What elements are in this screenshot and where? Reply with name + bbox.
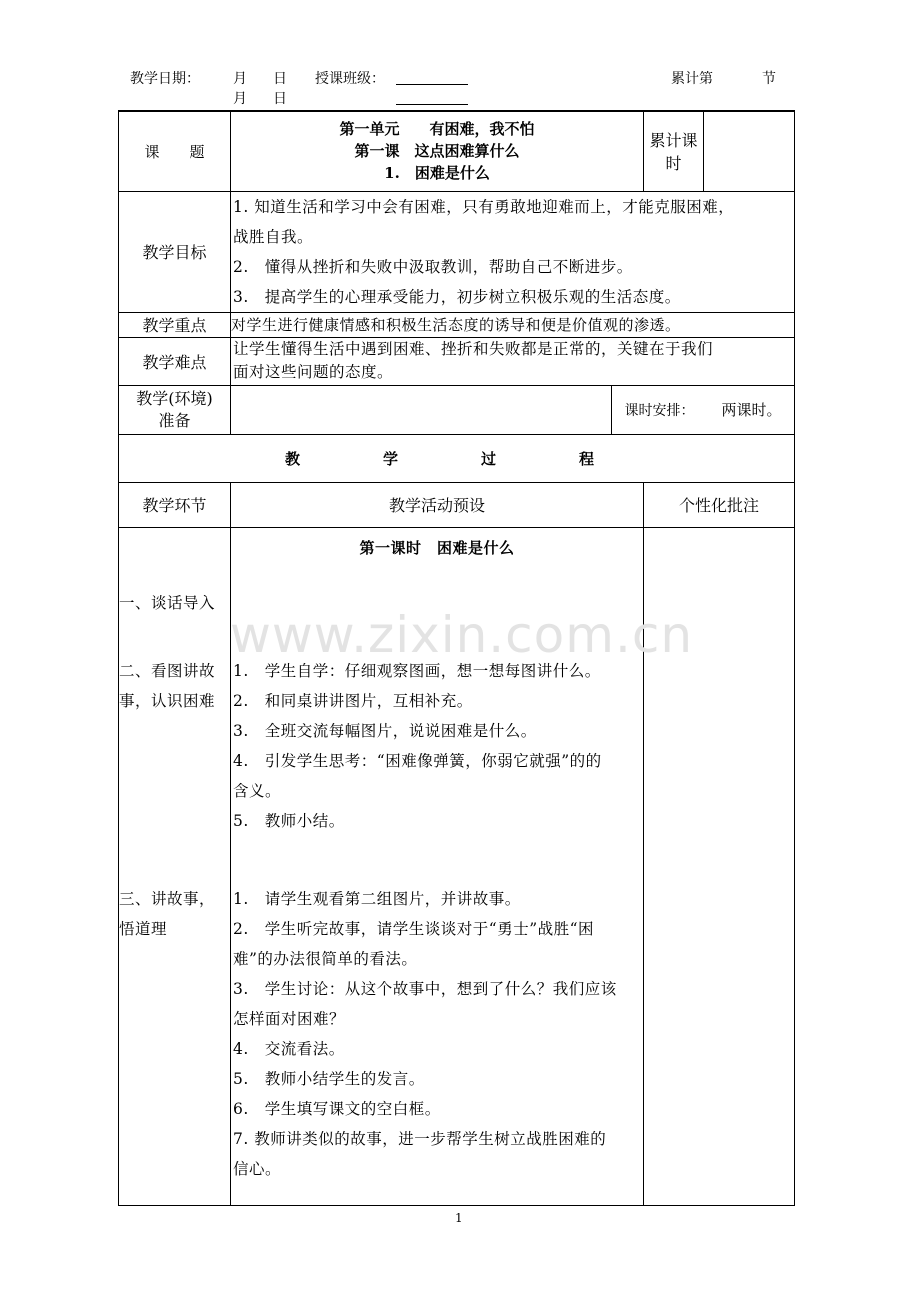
activity-line: 含义。 [233, 781, 282, 800]
stage-3-line2: 悟道理 [119, 919, 168, 938]
activity-line: 怎样面对困难？ [233, 1009, 346, 1028]
prep-value[interactable] [231, 385, 612, 434]
activity-line: 信心。 [233, 1159, 282, 1178]
watermark: www.zixin.com.cn [230, 606, 694, 664]
class-label: 授课班级： [315, 71, 385, 87]
difficulty-line: 面对这些问题的态度。 [233, 363, 394, 381]
stage-column [119, 527, 231, 1205]
activity-column [231, 527, 644, 1205]
difficulty-line: 让学生懂得生活中遇到困难、挫折和失败都是正常的，关键在于我们 [233, 340, 714, 358]
page-number: 1 [455, 1211, 463, 1225]
activity-line: 难”的办法很简单的看法。 [233, 949, 418, 968]
col-activity-header: 教学活动预设 [231, 482, 644, 527]
lesson-title: 第一课 这点困难算什么 [354, 142, 520, 161]
prep-label-line2: 准备 [158, 410, 191, 430]
activity-line: 3. 全班交流每幅图片，说说困难是什么。 [233, 721, 537, 740]
activity-line: 2. 学生听完故事，请学生谈谈对于“勇士”战胜“困 [233, 919, 595, 938]
class-blank[interactable] [396, 84, 468, 85]
date-label: 教学日期： [130, 71, 200, 87]
difficulties-cell [231, 337, 795, 385]
day-label-2: 日 [273, 91, 287, 107]
cumulative-hours-value[interactable] [704, 111, 795, 191]
day-label: 日 [273, 71, 287, 87]
notes-column[interactable] [644, 527, 795, 1205]
month-label-2: 月 [233, 91, 247, 107]
stage-1: 一、谈话导入 [119, 593, 216, 612]
prep-label-line1: 教学(环境) [136, 388, 213, 408]
stage-2-line1: 二、看图讲故 [119, 661, 216, 680]
activity-line: 2. 和同桌讲讲图片，互相补充。 [233, 691, 473, 710]
objective-line: 3. 提高学生的心理承受能力，初步树立积极乐观的生活态度。 [233, 287, 681, 306]
stage-3-line1: 三、讲故事， [119, 889, 216, 908]
lesson-plan-table [118, 110, 795, 1206]
lesson-title-cell [231, 111, 644, 191]
activity-line: 4. 交流看法。 [233, 1039, 345, 1058]
stage-2-line2: 事，认识困难 [119, 691, 216, 710]
objectives-label: 教学目标 [119, 191, 231, 312]
activity-line: 1. 请学生观看第二组图片，并讲故事。 [233, 889, 521, 908]
objective-line: 战胜自我。 [233, 227, 314, 246]
section-label: 节 [762, 71, 776, 87]
process-heading: 教 学 过 程 [119, 434, 795, 482]
schedule-cell [612, 385, 795, 434]
cumulative-hours-label: 累计课时 [644, 111, 704, 191]
topic-label: 课 题 [119, 111, 231, 191]
activity-line: 4. 引发学生思考：“困难像弹簧，你弱它就强”的的 [233, 751, 602, 770]
cumulative-label: 累计第 [671, 71, 713, 87]
objectives-cell [231, 191, 795, 312]
key-points: 对学生进行健康情感和积极生活态度的诱导和便是价值观的渗透。 [231, 312, 795, 337]
activity-line: 5. 教师小结学生的发言。 [233, 1069, 425, 1088]
objective-line: 2. 懂得从挫折和失败中汲取教训，帮助自己不断进步。 [233, 257, 633, 276]
objective-line: 1. 知道生活和学习中会有困难，只有勇敢地迎难而上，才能克服困难， [233, 197, 735, 216]
difficulties-label: 教学难点 [119, 337, 231, 385]
month-label: 月 [233, 71, 247, 87]
col-stage-header: 教学环节 [119, 482, 231, 527]
activity-line: 6. 学生填写课文的空白框。 [233, 1099, 441, 1118]
schedule-label: 课时安排： [624, 403, 695, 419]
activity-line: 3. 学生讨论：从这个故事中，想到了什么？我们应该 [233, 979, 617, 998]
schedule-value: 两课时。 [721, 401, 782, 419]
class-blank-2[interactable] [396, 104, 468, 105]
activity-line: 5. 教师小结。 [233, 811, 345, 830]
unit-title: 第一单元 有困难，我不怕 [339, 120, 535, 139]
prep-label [119, 385, 231, 434]
activity-line: 1. 学生自学：仔细观察图画，想一想每图讲什么。 [233, 661, 601, 680]
section-title: 1. 困难是什么 [384, 164, 490, 183]
key-points-label: 教学重点 [119, 312, 231, 337]
period-title: 第一课时 困难是什么 [359, 538, 515, 557]
activity-line: 7. 教师讲类似的故事，进一步帮学生树立战胜困难的 [233, 1129, 607, 1148]
col-notes-header: 个性化批注 [644, 482, 795, 527]
